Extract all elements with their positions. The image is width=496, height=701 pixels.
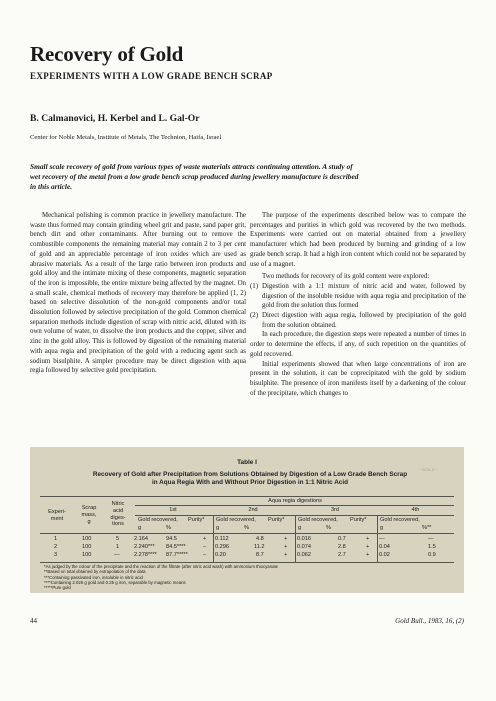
body-paragraph: The purpose of the experiments described below was to compare the percentages and purities in which gold was recovered by the two methods. Experiments were carried out on material obtained from a jewellery manufacturer which had been produced by burning and grinding of a low grade bench scrap. It had a high iron content which could not be separated by use of a magnet. (250, 212, 466, 268)
footnote: ***Containing passivated iron, insoluble in nitric acid (44, 574, 143, 580)
right-column (250, 211, 466, 398)
cell-pct-4: — (428, 536, 434, 542)
subheader-purity-2: Purity* (268, 517, 285, 523)
subheader-g-2: g (216, 525, 220, 531)
cell-gold-1: 2.164 (134, 536, 148, 542)
table-caption: Recovery of Gold after Precipitation from Solutions Obtained by Digestion of a Low Grade Bench Scrap in Aqua Regia With and Without Prior Digestion in 1:1 Nitric Acid (92, 471, 408, 487)
body-paragraph: Initial experiments showed that when large concentrations of iron are present in the solution, it can be coprecipitated with the gold by sodium bisulphite. The presence of iron manifests itself by a darkening of the colour of the precipitate, which changes to (250, 360, 466, 397)
subheader-gold-4: Gold recovered, (380, 517, 420, 523)
cell-gold-4: 0.04 (379, 544, 390, 550)
subheader-g-3: g (298, 525, 302, 531)
header-stage-2nd: 2nd (248, 507, 258, 513)
cell-gold-2: 0.20 (215, 552, 226, 558)
cell-purity-2: + (284, 536, 288, 542)
header-stage-1st: 1st (169, 507, 177, 513)
cell-mass: 100 (82, 552, 92, 558)
subheader-pct-4: %** (422, 525, 432, 531)
cell-mass: 100 (82, 544, 92, 550)
table-rule-top (40, 496, 454, 497)
cell-pct-4: 1.5 (428, 544, 436, 550)
article-subtitle: EXPERIMENTS WITH A LOW GRADE BENCH SCRAP (30, 71, 273, 81)
cell-mass: 100 (82, 536, 92, 542)
method-number: (2) (250, 312, 259, 320)
cell-pct-1: 87.7***** (166, 552, 188, 558)
page-number: 44 (30, 617, 37, 625)
cell-gold-3: 0.062 (297, 552, 311, 558)
cell-pct-3: 2.8 (338, 544, 346, 550)
cell-purity-2: + (284, 552, 288, 558)
abstract: Small scale recovery of gold from various types of waste materials attracts continuing attention. A study of wet recovery of the metal from a low grade bench scrap produced during jewellery manufacture is described in this article. (30, 162, 359, 191)
method-text: Direct digestion with aqua regia, followed by precipitation of the gold from the solution obtained. (262, 312, 466, 329)
header-stage-3rd: 3rd (330, 507, 340, 513)
authors: B. Calmanovici, H. Kerbel and L. Gal-Or (30, 113, 200, 124)
subheader-gold-3: Gold recovered, (298, 517, 338, 523)
method-number: (1) (250, 282, 259, 290)
cell-pct-3: 0.7 (338, 536, 346, 542)
cell-gold-4: 0.02 (379, 552, 390, 558)
cell-pct-4: 0.9 (428, 552, 436, 558)
header-nitric-digestions: Nitric acid diges- tions (110, 501, 126, 528)
cell-gold-1: 2.278**** (134, 552, 157, 558)
cell-gold-1: 2.240*** (134, 544, 155, 550)
stage-divider (213, 515, 214, 563)
group-rule (135, 505, 454, 506)
cell-nitric: — (114, 552, 120, 558)
footnote: *As judged by the colour of the precipitate and the reaction of the filtrate (after nitric acid wash) with ammonium thiocyanate (44, 564, 279, 569)
cell-pct-1: 84.5**** (166, 544, 186, 550)
table-label: Table I (237, 459, 257, 466)
body-paragraph: Mechanical polishing is common practice in jewellery manufacture. The waste thus formed may contain grinding wheel grit and paste, sand paper grit, bench dirt and other contaminants. After burning out to remove the combustible components the remaining material may contain 2 to 3 per cent of gold and an appreciable percentage of iron oxides which are used as abrasive materials. As a result of the large ratio between iron products and gold alloy and the intimate mixing of these components, magnetic separation of the iron is impossible, the entire mixture being affected by the magnet. On a small scale, chemical methods of recovery may therefore be applied (1, 2) based on selective dissolution of the non-gold components and/or total dissolution followed by selective precipitation of the gold. Common chemical separation methods include digestion of scrap with nitric acid, diluted with its own volume of water, to dissolve the iron products and the copper, silver and zinc in the gold alloy. This is followed by digestion of the remaining material with aqua regia and precipitation of the gold with a reducing agent such as sodium bisulphite. A simpler procedure may be direct digestion with aqua regia followed by selective gold precipitation. (30, 212, 246, 375)
table-rule-header (40, 533, 454, 534)
cell-pct-2: 11.2 (254, 544, 265, 550)
stage-divider (377, 515, 378, 563)
method-item-2 (250, 311, 466, 330)
subheader-pct-3: % (326, 525, 331, 531)
body-paragraph: In each procedure, the digestion steps were repeated a number of times in order to determine the effects, if any, of such repetition on the quantities of gold recovered. (250, 331, 466, 358)
left-column (30, 211, 246, 376)
subheader-g-4: g (380, 525, 384, 531)
cell-gold-2: 0.112 (215, 536, 229, 542)
subheader-pct-1: % (166, 525, 171, 531)
cell-experiment: 1 (54, 536, 58, 542)
subheader-gold-1: Gold recovered, (138, 517, 178, 523)
cell-purity-3: + (366, 544, 370, 550)
cell-nitric: 5 (116, 536, 120, 542)
subheader-gold-2: Gold recovered, (216, 517, 256, 523)
header-aqua-regia-group: Aqua regia digestions (268, 498, 322, 504)
cell-pct-1: 94.5 (166, 536, 177, 542)
cell-nitric: 1 (116, 544, 120, 550)
subheader-pct-2: % (244, 525, 249, 531)
cell-experiment: 3 (54, 552, 58, 558)
cell-pct-3: 2.7 (338, 552, 346, 558)
cell-purity-2: + (284, 544, 288, 550)
subheader-purity-3: Purity* (350, 517, 367, 523)
footnote: ****Containing 2.026 g gold and 0.25 g iron, separable by magnetic means (44, 579, 186, 585)
table-rule-bottom (40, 562, 454, 563)
stage-divider (295, 515, 296, 563)
cell-purity-3: + (366, 536, 370, 542)
subheader-g-1: g (138, 525, 142, 531)
cell-pct-2: 4.8 (256, 536, 264, 542)
cell-purity-3: + (366, 552, 370, 558)
cell-purity-1: – (203, 544, 207, 550)
journal-citation: Gold Bull., 1983, 16, (2) (395, 617, 464, 625)
cell-experiment: 2 (54, 544, 58, 550)
cell-gold-2: 0.296 (215, 544, 229, 550)
cell-gold-3: 0.074 (297, 544, 311, 550)
cell-gold-3: 0.016 (297, 536, 311, 542)
cell-purity-1: + (203, 536, 207, 542)
footnote: *****Pure gold (44, 585, 71, 591)
article-title: Recovery of Gold (30, 42, 184, 66)
table-footnotes (44, 564, 278, 590)
footnote: **Based on total obtained by extrapolation of the data (44, 569, 146, 575)
subheader-purity-1: Purity* (188, 517, 205, 523)
publisher-watermark: ~GOLD~ (418, 467, 438, 472)
cell-purity-1: – (203, 552, 207, 558)
header-scrap-mass: Scrap mass, g (81, 505, 97, 525)
header-experiment: Experi- ment (48, 509, 66, 522)
header-stage-4th: 4th (411, 507, 420, 513)
cell-pct-2: 8.7 (256, 552, 264, 558)
affiliation: Center for Noble Metals, Institute of Metals, The Technion, Haifa, Israel (30, 134, 222, 141)
cell-gold-4: — (379, 536, 385, 542)
body-paragraph: Two methods for recovery of its gold content were explored: (262, 273, 430, 281)
table-panel (30, 447, 464, 593)
method-text: Digestion with a 1:1 mixture of nitric acid and water, followed by digestion of the insoluble residue with aqua regia and precipitation of the gold from the solution thus formed (262, 282, 466, 310)
method-item-1 (250, 282, 466, 311)
